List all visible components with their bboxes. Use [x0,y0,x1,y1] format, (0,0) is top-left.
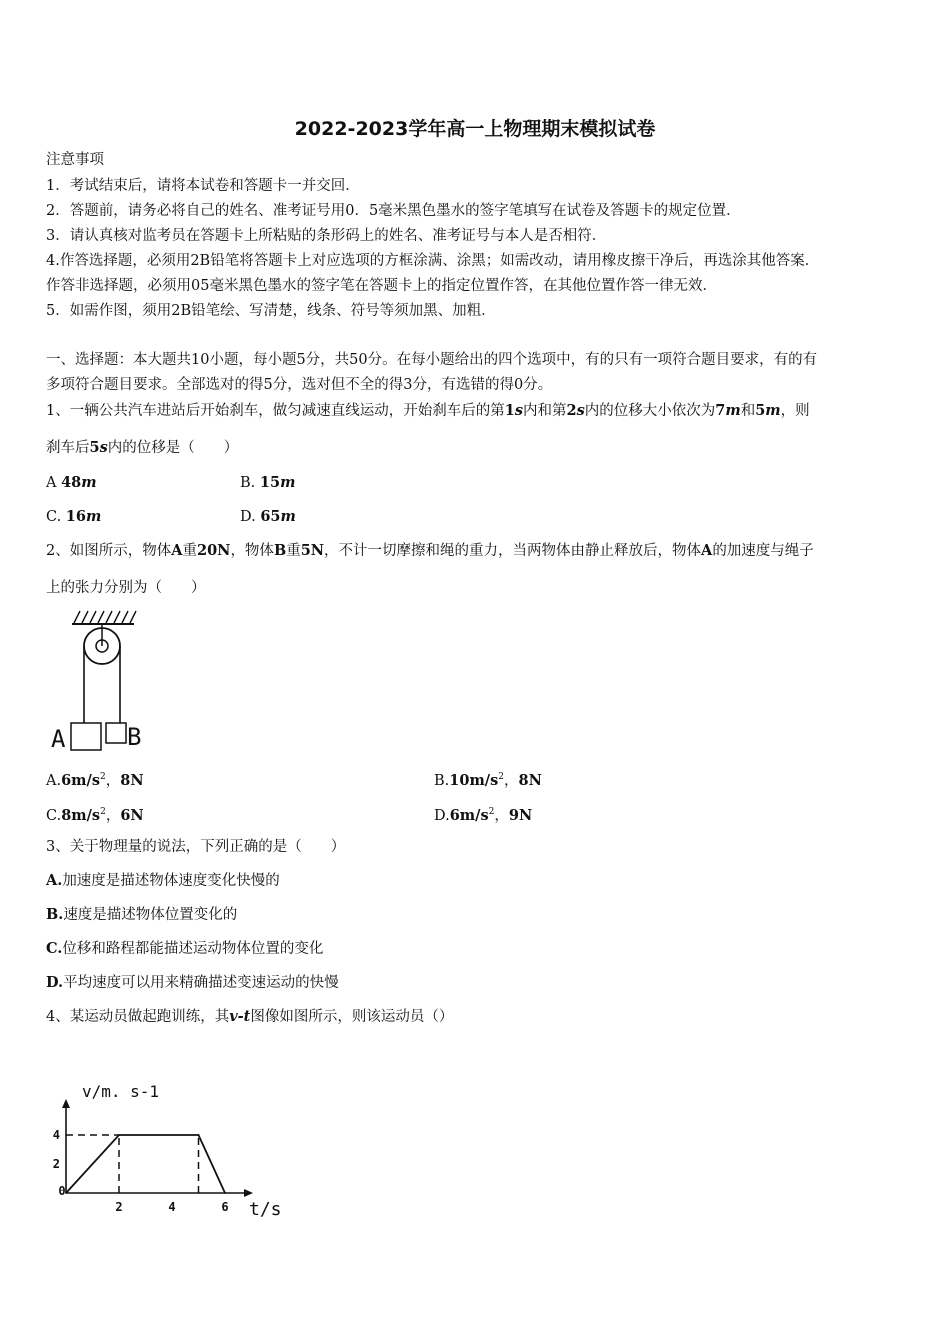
x-tick-label: 0 [58,1184,66,1198]
y-axis-arrow [62,1099,70,1108]
question-2-option-d: $D.6m/s^2$，9N [434,806,533,824]
data-point [198,1134,200,1136]
question-2-option-a: $A.6m/s^2$，8N [46,771,144,789]
dashed-guides [66,1135,199,1193]
velocity-series [65,1134,226,1194]
block-b [106,723,126,743]
pulley-diagram [46,606,156,756]
question-1-option-b: B. 15m [240,474,296,491]
block-a-label: A [51,725,66,753]
vt-axes [62,1099,253,1197]
notice-item-2: 2．答题前，请务必将自己的姓名、准考证号用0．5毫米黑色墨水的签字笔填写在试卷及答题卡的规定位置． [46,203,741,219]
tick-labels [53,1128,229,1214]
x-axis-arrow [244,1189,253,1197]
data-point [224,1192,226,1194]
y-axis-label: v/m. s-1 [82,1082,160,1101]
question-1-option-d: D. 65m [240,508,296,525]
ceiling-hatch [74,611,136,623]
block-b-label: B [127,723,142,751]
x-tick-label: 4 [168,1200,176,1214]
question-3-option-b: B.速度是描述物体位置变化的 [46,906,238,923]
notice-item-4: 4.作答选择题，必须用2B铅笔将答题卡上对应选项的方框涂满、涂黑；如需改动，请用橡皮擦干净后，再选涂其他答案． [46,253,820,269]
section-instructions-line-2: 多项符合题目要求。全部选对的得5分，选对但不全的得3分，有选错的得0分。 [46,377,553,393]
question-1-option-c: C. 16m [46,508,102,525]
question-1-option-a: A 48m [46,474,97,491]
notice-item-3: 3．请认真核对监考员在答题卡上所粘贴的条形码上的姓名、准考证号与本人是否相符． [46,228,607,244]
question-1-stem-line-2: 刹车后5s内的位移是（ ） [46,439,239,456]
section-instructions-line-1: 一、选择题：本大题共10小题，每小题5分，共50分。在每小题给出的四个选项中，有的只有一项符合题目要求，有的有 [46,352,818,368]
question-2-stem-line-1: 2、如图所示，物体A重20N，物体B重5N，不计一切摩擦和绳的重力，当两物体由静止释放后，物体A的加速度与绳子 [46,542,814,559]
question-3-option-d: D.平均速度可以用来精确描述变速运动的快慢 [46,974,339,991]
notice-item-4b: 作答非选择题，必须用05毫米黑色墨水的签字笔在答题卡上的指定位置作答，在其他位置作答一律无效． [46,278,717,294]
y-tick-label: 4 [52,1128,60,1142]
page-title: 2022-2023学年高一上物理期末模拟试卷 [294,118,656,140]
question-2-option-c: $C.8m/s^2$，6N [46,806,144,824]
question-4-stem: 4、某运动员做起跑训练，其v-t图像如图所示，则该运动员（） [46,1008,454,1025]
question-1-stem-line-1: 1、一辆公共汽车进站后开始刹车，做匀减速直线运动，开始刹车后的第1s内和第2s内的位移大小依次为7m和5m，则 [46,402,810,419]
x-tick-label: 2 [115,1200,123,1214]
notice-item-1: 1．考试结束后，请将本试卷和答题卡一并交回． [46,178,360,194]
question-3-stem: 3、关于物理量的说法，下列正确的是（ ） [46,839,346,855]
block-a [71,723,101,750]
vt-chart [40,1038,300,1223]
x-axis-label: t/s [249,1199,282,1220]
notice-heading: 注意事项 [46,152,104,168]
y-tick-label: 2 [52,1157,60,1171]
question-2-option-b: $B.10m/s^2$，8N [434,771,542,789]
data-point [118,1134,120,1136]
notice-item-5: 5．如需作图，须用2B铅笔绘、写清楚，线条、符号等须加黑、加粗． [46,303,496,319]
question-2-stem-line-2: 上的张力分别为（ ） [46,580,206,596]
x-tick-label: 6 [221,1200,229,1214]
question-3-option-a: A.加速度是描述物体速度变化快慢的 [46,872,280,889]
question-3-option-c: C.位移和路程都能描述运动物体位置的变化 [46,940,324,957]
velocity-line [66,1135,225,1193]
